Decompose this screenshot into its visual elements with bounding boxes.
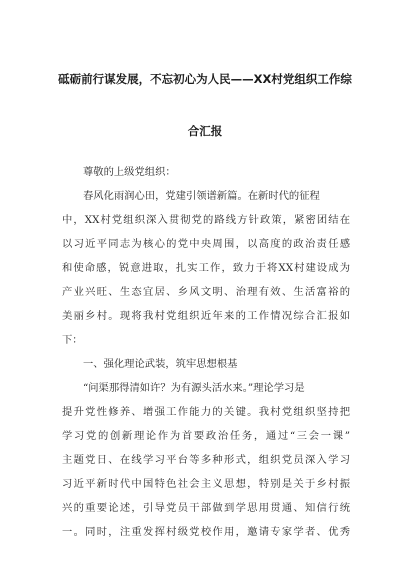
paragraph-line: 主题党日、在线学习平台等多种形式，组织党员深入学习 xyxy=(62,454,350,466)
paragraph-line: “问渠那得清如许？为有源头活水来。”理论学习是 xyxy=(83,382,305,394)
paragraph-line: 中，XX村党组织深入贯彻党的路线方针政策，紧密团结在 xyxy=(62,214,350,226)
paragraph-line: 和使命感，锐意进取，扎实工作，致力于将XX村建设成为 xyxy=(62,262,350,274)
document-title-line-2: 合汇报 xyxy=(187,124,223,138)
paragraph-line: 产业兴旺、生态宜居、乡风文明、治理有效、生活富裕的 xyxy=(62,286,350,298)
paragraph-line: 提升党性修养、增强工作能力的关键。我村党组织坚持把 xyxy=(62,406,350,418)
paragraph-line: 以习近平同志为核心的党中央周围，以高度的政治责任感 xyxy=(62,238,350,250)
section-1-heading xyxy=(62,352,350,376)
section-1-paragraph xyxy=(62,376,350,544)
paragraph-line: 习近平新时代中国特色社会主义思想，特别是关于乡村振 xyxy=(62,478,350,490)
paragraph-line: 学习党的创新理论作为首要政治任务，通过“三会一课” xyxy=(62,430,350,442)
paragraph-line: 兴的重要论述，引导党员干部做到学思用贯通、知信行统 xyxy=(62,502,350,514)
paragraph-line: 一。同时，注重发挥村级党校作用，邀请专家学者、优秀 xyxy=(62,526,350,538)
salutation xyxy=(62,160,350,184)
paragraph-line: 下： xyxy=(62,334,83,346)
paragraph-line: 春风化雨润心田，党建引领谱新篇。在新时代的征程 xyxy=(83,190,320,202)
document-title-line-1: 砥砺前行谋发展，不忘初心为人民——XX村党组织工作综 xyxy=(58,72,352,86)
paragraph-line: 美丽乡村。现将我村党组织近年来的工作情况综合汇报如 xyxy=(62,310,350,322)
salutation-line: 尊敬的上级党组织： xyxy=(83,166,176,178)
section-heading-line: 一、强化理论武装，筑牢思想根基 xyxy=(83,358,238,370)
intro-paragraph xyxy=(62,184,350,352)
